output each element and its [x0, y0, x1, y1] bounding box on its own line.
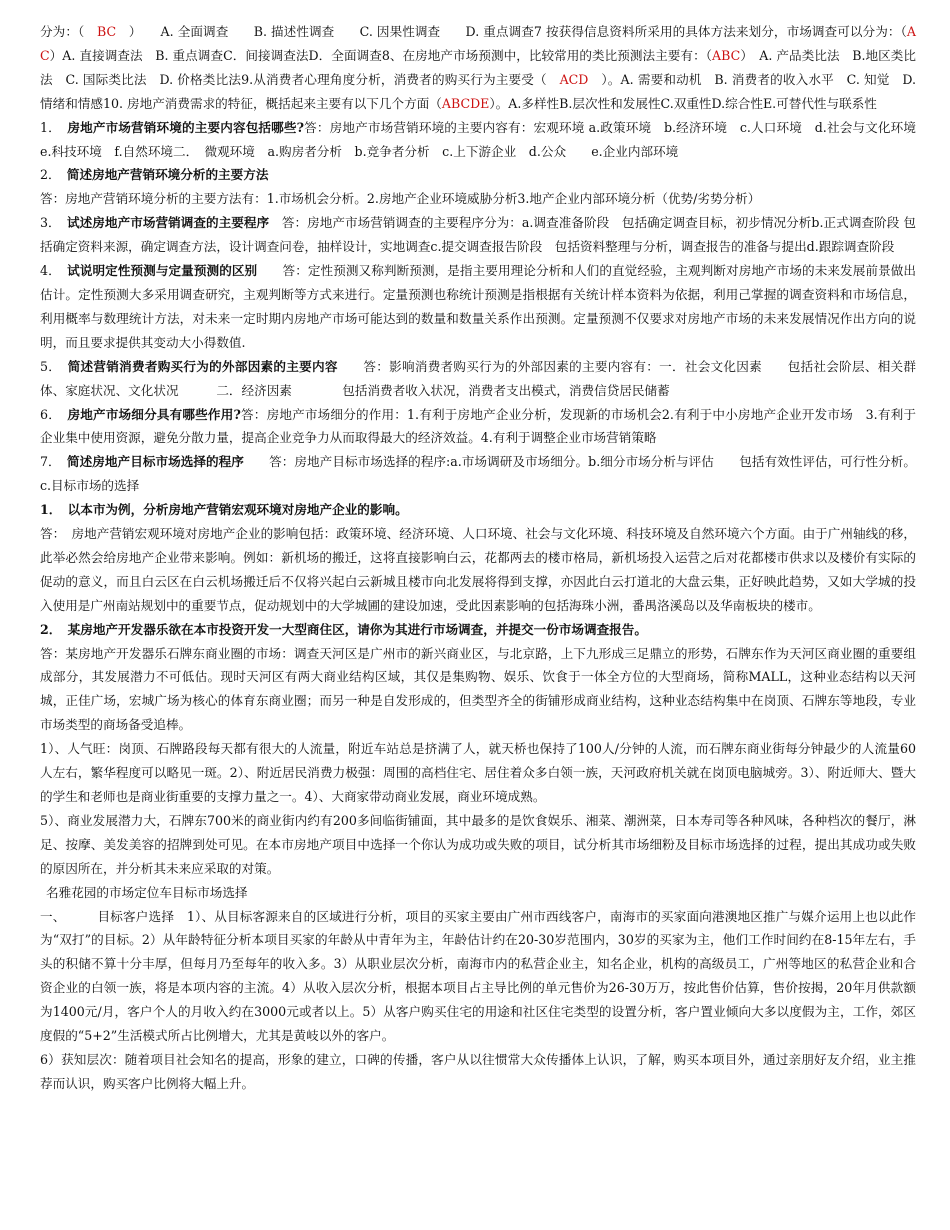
paragraph-essay-q1-answer: [40, 522, 916, 618]
text-run: 答：房地产目标市场选择的程序:a.市场调研及市场细分。b.细分市场分析与评估 包括有效性评估，可行性分析。c.目标市场的选择: [40, 454, 917, 494]
paragraph-short-q7: [40, 450, 916, 498]
text-run: 答：房地产市场营销调查的主要程序分为：a.调查准备阶段 包括确定调查目标，初步情况分析b.正式调查阶段 包括确定资料来源，确定调查方法，设计调查问卷，抽样设计，实地调查c.提交调查报告阶段 包括资料整理与分析，调查报告的准备与提出d.跟踪调查阶段: [40, 215, 916, 255]
paragraph-short-q1: [40, 116, 929, 164]
answer-key: AC: [40, 24, 916, 63]
text-run: 答： 房地产营销宏观环境对房地产企业的影响包括：政策环境、经济环境、人口环境、社会与文化环境、科技环境及自然环境六个方面。由于广州轴线的移，此举必然会给房地产企业带来影响。例如：新机场的搬迁，这将直接影响白云，花都两去的楼市格局，新机场投入运营之后对花都楼市供求以及楼价有实际的促动的意义，而且白云区在白云机场搬迁后不仅将兴起白云新城且楼市向北发展将得到支撑，亦因此白云打道北的大盘云集，正好映此趋势，又如大学城的投入使用是广州南站规划中的重要节点，促动规划中的大学城圃的建设加速，受此因素影响的包括海珠小洲，番禺洛溪岛以及华南板块的楼市。: [40, 526, 916, 613]
text-run: ）。A. 需要和动机 B. 消费者的收入水平 C. 知觉 D. 情绪和情感10. 房地产消费需求的特征，概括起来主要有以下几个方面（: [40, 71, 916, 111]
text-run: 答：房地产营销环境分析的主要方法有：1.市场机会分析。2.房地产企业环境威胁分析3.地产企业内部环境分析（优势/劣势分析）: [40, 191, 761, 207]
paragraph-short-q6: [40, 403, 916, 451]
paragraph-short-q3: [40, 211, 916, 259]
paragraph-essay-q2-title: [40, 618, 916, 642]
document-page: [40, 20, 929, 1096]
answer-key: BC: [97, 24, 117, 39]
text-run: 7．: [40, 454, 68, 470]
text-run: 答：影响消费者购买行为的外部因素的主要内容有：一．社会文化因素 包括社会阶层、相关群体、家庭状况、文化状况 二．经济因素 包括消费者收入状况，消费者支出模式，消费信贷居民储蓄: [40, 358, 917, 398]
answer-key: ABCDE: [441, 95, 490, 111]
text-run: 6．: [40, 406, 68, 422]
paragraph-essay-q2-answer: [40, 642, 916, 738]
text-run: 答：定性预测又称判断预测，是指主要用理论分析和人们的直觉经验，主观判断对房地产市场的未来发展前景做出估计。定性预测大多采用调查研究，主观判断等方式来进行。定量预测也称统计预测是指根据有关统计样本资料为依据，利用己掌握的调查资料和市场信息，利用概率与数理统计方法，对未来一定时期内房地产市场可能达到的数量和数量关系作出预测。定量预测不仅要求对房地产市场的未来发展情况作出方向的说明，而且要求提供其变动大小得数值.: [40, 263, 917, 350]
question-text: 试说明定性预测与定量预测的区别: [67, 263, 258, 279]
text-run: 名雅花园的市场定位车目标市场选择: [46, 884, 248, 900]
text-run: 3．: [40, 215, 68, 231]
text-run: ） A. 产品类比法 B.地区类比法 C. 国际类比法 D. 价格类比法9.从消费者心理角度分析，消费者的购买行为主要受（: [40, 47, 917, 87]
text-run: 2．: [40, 167, 67, 183]
answer-key: ABC: [712, 47, 741, 63]
paragraph-short-q4: [40, 259, 916, 355]
text-run: 6）获知层次：随着项目社会知名的提高，形象的建立，口碑的传播，客户从以往惯常大众传播体上认识，了解，购买本项目外，通过亲朋好友介绍，业主推荐而认识，购买客户比例将大幅上升。: [40, 1051, 916, 1091]
paragraph-case-title: [40, 881, 916, 905]
text-run: 一、 目标客户选择 1）、从目标客源来自的区域进行分析，项目的买家主要由广州市西线客户，南海市的买家面向港澳地区推广与媒介运用上也以此作为“双打”的目标。2）从年龄特征分析本项目买家的年龄从中青年为主，年龄估计约在20-30岁范围内，30岁的买家为主，他们工作时间约在8-15年左右，手头的积储不算十分丰厚，但每月乃至每年的收入多。3）从职业层次分析，南海市内的私营企业主，知名企业，机构的高级员工，广州等地区的私营企业和合资企业的白领一族，将是本项内容的主流。4）从收入层次分析，根据本项目占主导比例的单元售价为26-30万万，按此售价估算，售价按揭，20年月供款额为1400元/月，客户个人的月收入约在3000元或者以上。5）从客户购买住宅的用途和社区住宅类型的设置分析，客户置业倾向大多以度假为主，工作，郊区度假的“5+2”生活模式所占比例增大，尤其是黄岐以外的客户。: [40, 908, 916, 1044]
question-text: 1． 以本市为例，分析房地产营销宏观环境对房地产企业的影响。: [40, 502, 408, 518]
text-run: ）A. 直接调查法 B. 重点调查C．间接调查法D．全面调查8、在房地产市场预测中，比较常用的类比预测法主要有：（: [49, 47, 713, 63]
question-text: 房地产市场营销环境的主要内容包括哪些?: [67, 119, 305, 135]
paragraph-short-q2-answer: [40, 187, 916, 211]
paragraph-case-body: [40, 905, 916, 1048]
text-run: 答：某房地产开发器乐石牌东商业圈的市场：调查天河区是广州市的新兴商业区，与北京路，上下九形成三足鼎立的形势，石牌东作为天河区商业圈的重要组成部分，其发展潜力不可低估。现时天河区有两大商业结构区域，其仅是集购物、娱乐、饮食于一体全方位的大型商场，简称MALL，这种业态结构以天河城，正佳广场，宏城广场为核心的体育东商业圈；而另一种是自发形成的，但类型齐全的街铺形成商业结构，这种业态结构集中在岗顶、石牌东等地段，专业市场类型的商场备受追棒。: [40, 645, 916, 733]
question-text: 简述房地产目标市场选择的程序: [67, 454, 244, 470]
paragraph-essay-q1-title: [40, 498, 916, 522]
paragraph-mc-block: [40, 20, 916, 116]
text-run: 5．: [40, 358, 68, 374]
question-text: 简述营销消费者购买行为的外部因素的主要内容: [67, 358, 338, 374]
text-run: 分为：（: [40, 24, 98, 39]
question-text: 试述房地产市场营销调查的主要程序: [67, 215, 270, 231]
paragraph-case-point-6: [40, 1048, 916, 1096]
text-run: 1．: [40, 119, 68, 135]
text-run: ） A. 全面调查 B. 描述性调查 C. 因果性调查 D. 重点调查7 按获得信息资料所采用的具体方法来划分，市场调查可以分为：（: [116, 24, 907, 39]
text-run: 5）、商业发展潜力大，石牌东700米的商业街内约有200多间临街铺面，其中最多的是饮食娱乐、湘菜、潮洲菜，日本寿司等各种风味，各种档次的餐厅，淋足、按摩、美发美容的招牌到处可见。在本市房地产项目中选择一个你认为成功或失败的项目，试分析其市场细粉及目标市场选择的过程，提出其成功或失败的原因所在，并分析其未来应采取的对策。: [40, 812, 916, 876]
text-run: 答：房地产市场细分的作用：1.有利于房地产企业分析，发现新的市场机会2.有利于中小房地产企业开发市场 3.有利于企业集中使用资源，避免分散力量，提高企业竞争力从而取得最大的经济效益。4.有利于调整企业市场营销策略: [40, 406, 916, 446]
question-text: 房地产市场细分具有哪些作用?: [67, 406, 241, 422]
paragraph-short-q5: [40, 355, 916, 403]
question-text: 简述房地产营销环境分析的主要方法: [66, 167, 269, 183]
question-text: 2． 某房地产开发器乐欲在本市投资开发一大型商住区，请你为其进行市场调查，并提交一份市场调查报告。: [40, 621, 647, 637]
text-run: 4．: [40, 263, 68, 279]
text-run: ）。A.多样性B.层次性和发展性C.双重性D.综合性E.可替代性与联系性: [489, 95, 877, 111]
paragraph-essay-q2-point-5: [40, 809, 916, 881]
answer-key: ACD: [559, 71, 589, 87]
text-run: 答：房地产市场营销环境的主要内容有：宏观环境 a.政策环境 b.经济环境 c.人口环境 d.社会与文化环境 e.科技环境 f.自然环境二． 微观环境 a.购房者分析 b.竞争者分析 c.上下游企业 d.公众 e.企业内部环境: [40, 119, 929, 159]
text-run: 1）、人气旺：岗顶、石牌路段每天都有很大的人流量，附近车站总是挤满了人，就天桥也保持了100人/分钟的人流，而石牌东商业街每分钟最少的人流量60人左右，繁华程度可以略见一斑。2）、附近居民消费力极强：周围的高档住宅、居住着众多白领一族，天河政府机关就在岗顶电脑城旁。3）、附近师大、暨大的学生和老师也是商业街重要的支撑力量之一。4）、大商家带动商业发展，商业环境成熟。: [40, 741, 916, 804]
paragraph-short-q2-title: [40, 163, 916, 187]
paragraph-essay-q2-points-1-4: [40, 737, 916, 809]
